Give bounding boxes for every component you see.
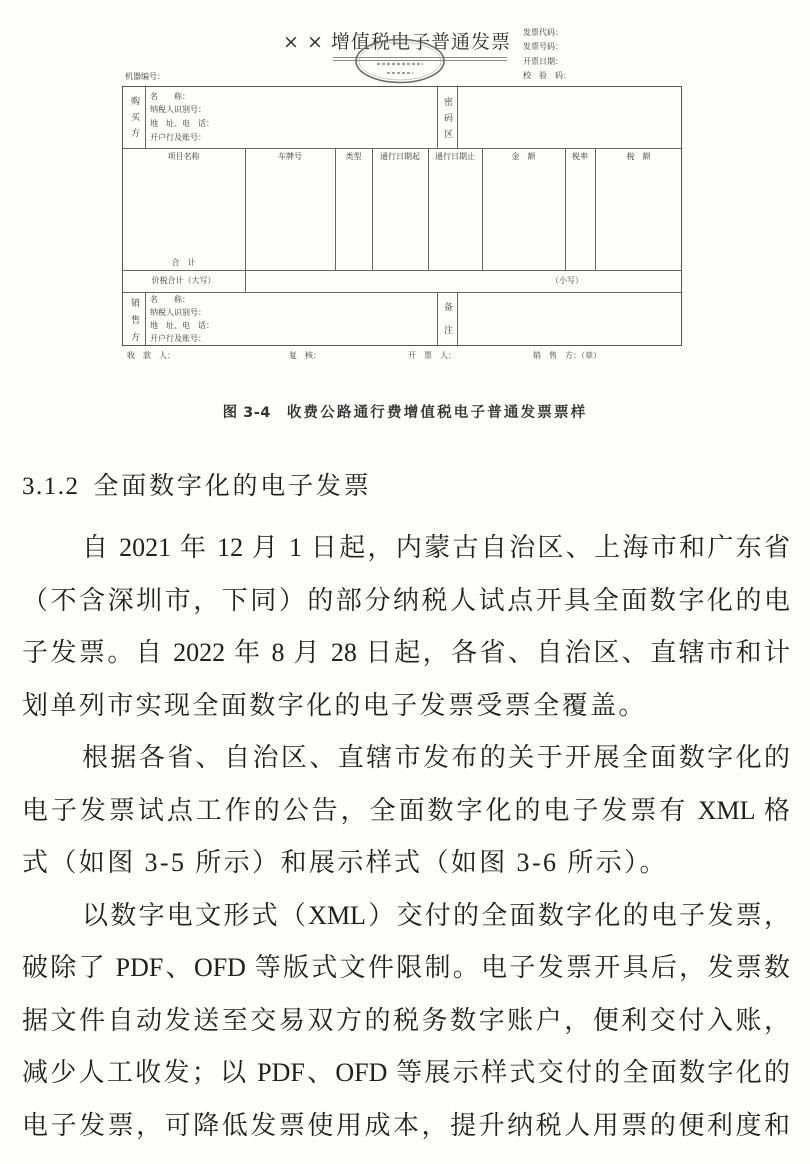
text-line: 子发票。自 2022 年 8 月 28 日起，各省、自治区、直辖市和计 xyxy=(22,638,790,667)
column-rule xyxy=(145,292,146,346)
check-code-label: 校 验 码： xyxy=(523,71,571,80)
remarks-label: 备注 xyxy=(442,302,452,348)
seller-seal-label: 销 售 方：（章） xyxy=(533,351,601,360)
grand-total-uppercase-label: 价税合计（大写） xyxy=(151,276,216,285)
text-line: 根据各省、自治区、直辖市发布的关于开展全面数字化的 xyxy=(82,743,790,772)
section-number: 3.1.2 xyxy=(22,473,80,500)
seller-address-field: 地 址、电 话： xyxy=(150,321,214,330)
column-header-amount: 金 额 xyxy=(511,152,536,161)
column-header-tax-rate: 税率 xyxy=(572,152,588,161)
cipher-area-label: 密码区 xyxy=(442,97,452,145)
drawer-label: 开 票 人： xyxy=(408,351,456,360)
grand-total-lowercase-label: （小写） xyxy=(551,276,583,285)
text-line: 据文件自动发送至交易双方的税务数字账户，便利交付入账， xyxy=(22,1005,790,1035)
column-rule xyxy=(245,270,246,292)
buyer-bank-field: 开户行及账号： xyxy=(150,133,206,142)
invoice-supervision-stamp xyxy=(353,37,447,85)
row-rule xyxy=(122,148,682,149)
buyer-label: 购买方 xyxy=(129,96,139,144)
payee-label: 收 款 人： xyxy=(127,351,175,360)
figure-caption-text: 收费公路通行费增值税电子普通发票票样 xyxy=(286,405,588,421)
column-header-item-name: 项目名称 xyxy=(167,152,200,161)
invoice-number-label: 发票号码： xyxy=(523,42,563,51)
text-line: 破除了 PDF、OFD 等版式文件限制。电子发票开具后，发票数 xyxy=(22,953,790,982)
column-rule xyxy=(595,148,596,270)
reviewer-label: 复 核： xyxy=(289,351,321,360)
text-line: 电子发票试点工作的公告，全面数字化的电子发票有 XML 格 xyxy=(22,795,790,825)
column-rule xyxy=(428,148,429,270)
text-line: 减少人工收发；以 PDF、OFD 等展示样式交付的全面数字化的 xyxy=(22,1058,790,1087)
figure-number: 图 3-4 xyxy=(222,405,271,421)
column-header-tax-amount: 税 额 xyxy=(626,152,651,161)
invoice-code-label: 发票代码： xyxy=(523,28,563,37)
stamp-outer-ring xyxy=(356,40,444,83)
paragraph xyxy=(22,732,790,890)
column-header-type: 类型 xyxy=(345,152,362,161)
column-rule xyxy=(145,86,146,148)
body-text xyxy=(22,522,790,1152)
invoice-figure xyxy=(0,0,810,432)
column-header-date-start: 通行日期起 xyxy=(380,152,420,161)
invoice-title: × × 增值税电子普通发票 xyxy=(283,31,511,53)
column-rule xyxy=(372,148,373,270)
column-rule xyxy=(565,148,566,270)
text-line: 式（如图 3-5 所示）和展示样式（如图 3-6 所示）。 xyxy=(22,848,668,877)
column-rule xyxy=(457,86,458,148)
buyer-tax-id-field: 纳税人识别号： xyxy=(150,105,206,114)
figure-caption xyxy=(0,403,810,423)
section-title: 全面数字化的电子发票 xyxy=(93,473,372,500)
seller-name-field: 名 称： xyxy=(150,295,190,304)
text-line: （不含深圳市，下同）的部分纳税人试点开具全面数字化的电 xyxy=(22,585,790,615)
text-line: 自 2021 年 12 月 1 日起，内蒙古自治区、上海市和广东省 xyxy=(82,533,790,562)
buyer-address-field: 地 址、电 话： xyxy=(150,119,214,128)
paragraph xyxy=(22,522,790,732)
seller-bank-field: 开户行及账号： xyxy=(150,334,206,343)
row-rule xyxy=(122,270,682,271)
row-rule xyxy=(122,292,682,293)
text-line: 以数字电文形式（XML）交付的全面数字化的电子发票， xyxy=(82,900,790,930)
text-line: 电子发票，可降低发票使用成本，提升纳税人用票的便利度和 xyxy=(22,1110,790,1140)
column-rule xyxy=(437,292,438,346)
column-rule xyxy=(437,86,438,148)
column-header-plate-number: 车牌号 xyxy=(278,152,302,161)
text-line: 划单列市实现全面数字化的电子发票受票全覆盖。 xyxy=(22,690,647,720)
column-rule xyxy=(245,148,246,270)
issue-date-label: 开票日期： xyxy=(523,57,563,66)
buyer-name-field: 名 称： xyxy=(150,92,190,101)
seller-label: 销售方 xyxy=(129,298,139,349)
column-rule xyxy=(335,148,336,270)
section-heading xyxy=(22,471,372,503)
machine-number-label: 机器编号： xyxy=(125,72,165,81)
column-rule xyxy=(482,148,483,270)
stamp-inner-ring xyxy=(359,42,441,80)
column-header-date-end: 通行日期止 xyxy=(435,152,475,161)
seller-tax-id-field: 纳税人识别号： xyxy=(150,308,206,317)
subtotal-label: 合 计 xyxy=(171,258,196,267)
column-rule xyxy=(457,292,458,346)
paragraph xyxy=(22,890,790,1153)
